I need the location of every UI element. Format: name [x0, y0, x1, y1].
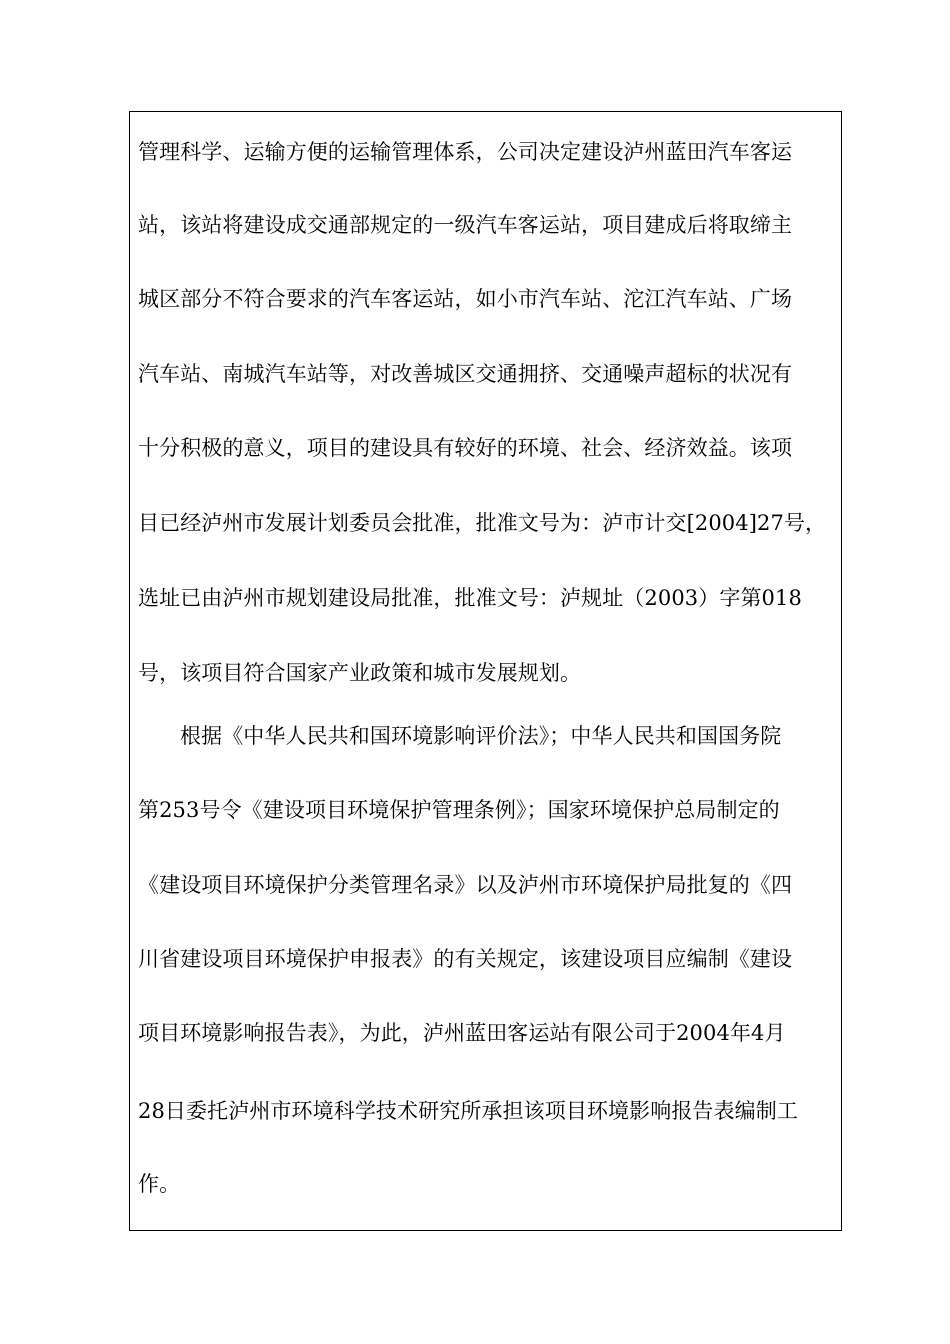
- text-line-10: 第253号令《建设项目环境保护管理条例》；国家环境保护总局制定的: [138, 798, 780, 822]
- text-line-8: 号，该项目符合国家产业政策和城市发展规划。: [138, 661, 582, 685]
- text-line-4: 汽车站、南城汽车站等，对改善城区交通拥挤、交通噪声超标的状况有: [138, 362, 793, 386]
- text-line-15: 作。: [138, 1172, 181, 1196]
- text-line-11: 《建设项目环境保护分类管理名录》以及泸州市环境保护局批复的《四: [138, 873, 793, 897]
- text-line-9: 根据《中华人民共和国环境影响评价法》；中华人民共和国国务院: [180, 724, 782, 748]
- text-line-12: 川省建设项目环境保护申报表》的有关规定，该建设项目应编制《建设: [138, 947, 793, 971]
- text-line-14: 28日委托泸州市环境科学技术研究所承担该项目环境影响报告表编制工: [138, 1099, 798, 1123]
- text-line-5: 十分积极的意义，项目的建设具有较好的环境、社会、经济效益。该项: [138, 436, 793, 460]
- text-line-7: 选址已由泸州市规划建设局批准，批准文号：泸规址（2003）字第018: [138, 586, 802, 610]
- text-line-6: 目已经泸州市发展计划委员会批准，批准文号为：泸市计交[2004]27号，: [138, 511, 827, 535]
- text-line-3: 城区部分不符合要求的汽车客运站，如小市汽车站、沱江汽车站、广场: [138, 287, 793, 311]
- text-line-1: 管理科学、运输方便的运输管理体系，公司决定建设泸州蓝田汽车客运: [138, 140, 793, 164]
- text-line-2: 站，该站将建设成交通部规定的一级汽车客运站，项目建成后将取缔主: [138, 213, 793, 237]
- text-line-13: 项目环境影响报告表》，为此，泸州蓝田客运站有限公司于2004年4月: [138, 1021, 786, 1045]
